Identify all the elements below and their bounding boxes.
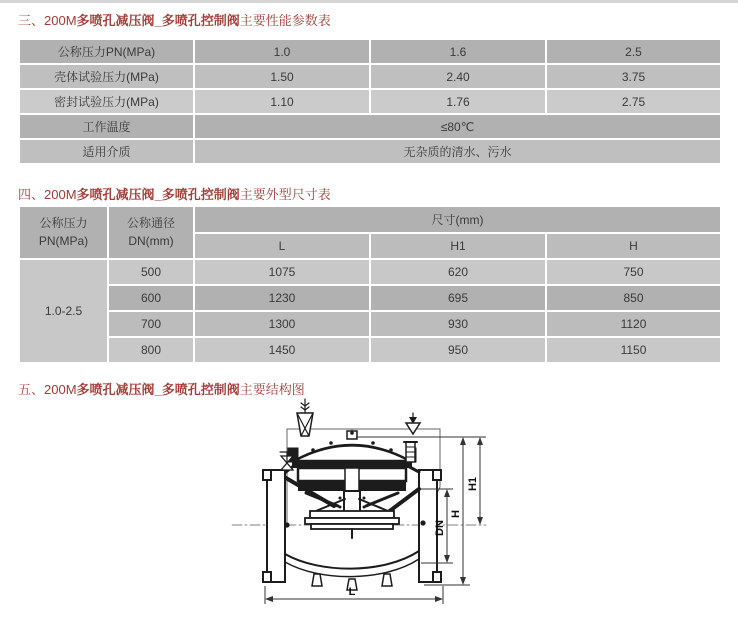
cell: 800 (108, 337, 194, 363)
col-header-L: L (194, 233, 370, 259)
tube-joint-left (284, 522, 289, 527)
row-label: 公称压力PN(MPa) (19, 39, 194, 64)
stem-guide (345, 468, 359, 491)
cell: 1075 (194, 259, 370, 285)
table-row (19, 114, 721, 139)
cell: 1450 (194, 337, 370, 363)
position-indicator (404, 442, 417, 462)
row-label: 壳体试验压力(MPa) (19, 64, 194, 89)
cell: 1.6 (370, 39, 546, 64)
label-DN: DN (434, 520, 446, 536)
bonnet-top-bolt (350, 431, 354, 435)
disc-cone-left (316, 499, 345, 511)
cell: 600 (108, 285, 194, 311)
body-shell-outer (285, 551, 419, 569)
table-row (19, 89, 721, 114)
dn-header-line1: 公称通径 (126, 216, 175, 231)
cell: 1230 (194, 285, 370, 311)
row-label: 适用介质 (19, 139, 194, 164)
row-label: 工作温度 (19, 114, 194, 139)
performance-table (18, 38, 722, 165)
title-bold: 多喷孔减压阀_多喷孔控制阀 (76, 13, 240, 28)
cell: 2.40 (370, 64, 546, 89)
pilot-valve (297, 399, 313, 436)
table-header-row (19, 206, 721, 233)
cell: 850 (546, 285, 721, 311)
top-divider (0, 0, 738, 3)
cell: 1.0 (194, 39, 370, 64)
left-flange (263, 470, 285, 582)
cell: 1.76 (370, 89, 546, 114)
table-row (19, 139, 721, 164)
pn-value-cell: 1.0-2.5 (19, 259, 108, 363)
pn-header-line2: PN(MPa) (38, 233, 89, 248)
table-row (19, 64, 721, 89)
col-header-H: H (546, 233, 721, 259)
tube-joint-right (420, 520, 425, 525)
title-prefix: 五、200M (18, 382, 77, 397)
merged-cell: ≤80℃ (194, 114, 721, 139)
section-title-dimensions (18, 184, 331, 203)
disc-plates (305, 511, 399, 529)
size-header: 尺寸(mm) (194, 206, 721, 233)
cell: 695 (370, 285, 546, 311)
table-row (19, 259, 721, 285)
cell: 1.50 (194, 64, 370, 89)
disc-cone-right (359, 499, 388, 511)
table-row (19, 311, 721, 337)
cell: 1120 (546, 311, 721, 337)
air-valve (406, 413, 420, 434)
cell: 700 (108, 311, 194, 337)
title-bold: 多喷孔减压阀_多喷孔控制阀 (76, 382, 240, 397)
title-bold: 多喷孔减压阀_多喷孔控制阀 (76, 187, 240, 202)
cell: 950 (370, 337, 546, 363)
dn-header (108, 206, 194, 259)
pn-header-line1: 公称压力 (39, 216, 88, 231)
label-H: H (450, 510, 462, 518)
title-suffix: 主要外型尺寸表 (239, 187, 331, 202)
cell: 620 (370, 259, 546, 285)
col-header-H1: H1 (370, 233, 546, 259)
pn-header (19, 206, 108, 259)
cell: 1.10 (194, 89, 370, 114)
table-row (19, 285, 721, 311)
label-L: L (348, 586, 356, 598)
cell: 2.75 (546, 89, 721, 114)
table-row (19, 337, 721, 363)
section-title-performance (18, 10, 331, 29)
cell: 500 (108, 259, 194, 285)
cell: 2.5 (546, 39, 721, 64)
title-suffix: 主要性能参数表 (239, 13, 331, 28)
title-suffix: 主要结构图 (239, 382, 305, 397)
cell: 930 (370, 311, 546, 337)
cell: 3.75 (546, 64, 721, 89)
label-H1: H1 (467, 476, 479, 492)
dimensions-table (18, 205, 722, 364)
title-prefix: 四、200M (18, 187, 77, 202)
cell: 1300 (194, 311, 370, 337)
title-prefix: 三、200M (18, 13, 77, 28)
merged-cell: 无杂质的清水、污水 (194, 139, 721, 164)
cell: 750 (546, 259, 721, 285)
dn-header-line2: DN(mm) (128, 233, 174, 248)
valve-structure-diagram (225, 395, 525, 617)
row-label: 密封试验压力(MPa) (19, 89, 194, 114)
cell: 1150 (546, 337, 721, 363)
table-row (19, 39, 721, 64)
